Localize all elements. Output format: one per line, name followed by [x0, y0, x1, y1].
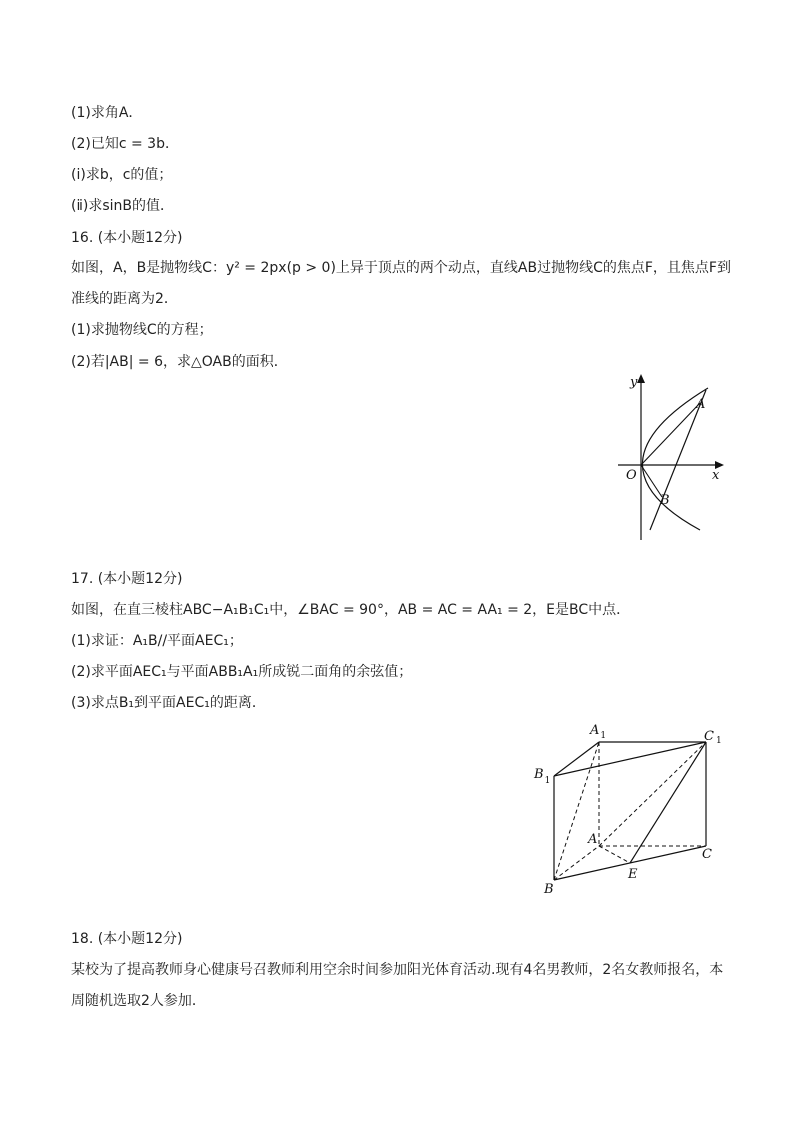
p17-part1: (1)求证：A₁B//平面AEC₁； [71, 633, 243, 649]
label-x: x [712, 468, 720, 483]
p15-part2-i: (ⅰ)求b，c的值； [71, 167, 173, 183]
p16-stem-line1: 如图，A，B是抛物线C：y² = 2px(p > 0)上异于顶点的两个动点，直线AB过抛物线C的焦点F，且焦点F到 [71, 260, 731, 276]
p15-part2: (2)已知c = 3b． [71, 136, 179, 152]
p16-part2: (2)若|AB| = 6，求△OAB的面积． [71, 354, 288, 370]
p18-stem-line2: 周随机选取2人参加． [71, 993, 206, 1009]
p17-stem: 如图，在直三棱柱ABC−A₁B₁C₁中，∠BAC = 90°，AB = AC = AA₁ = 2，E是BC中点． [71, 602, 631, 618]
label-b1: $B_1$ [534, 767, 551, 786]
label-c: C [702, 847, 712, 862]
p17-part3: (3)求点B₁到平面AEC₁的距离． [71, 695, 266, 711]
label-b: B [660, 493, 670, 508]
label-e: E [628, 867, 638, 882]
p17-part2: (2)求平面AEC₁与平面ABB₁A₁所成锐二面角的余弦值； [71, 664, 413, 680]
label-a: A [588, 832, 598, 847]
segment-oa [641, 403, 700, 465]
p16-stem-line2: 准线的距离为2． [71, 291, 178, 307]
y-axis-arrow [637, 374, 645, 383]
p15-part2-ii: (ⅱ)求sinB的值． [71, 198, 174, 214]
label-b: B [544, 882, 554, 897]
label-a1: $A_1$ [590, 723, 607, 741]
segment-ob [641, 465, 662, 497]
p18-header: 18. (本小题12分) [71, 931, 183, 947]
label-y: y [630, 375, 638, 390]
parabola-figure [610, 370, 730, 542]
p16-header: 16. (本小题12分) [71, 230, 183, 246]
label-a: A [696, 397, 706, 412]
p15-part1: (1)求角A． [71, 105, 143, 121]
p18-stem-line1: 某校为了提高教师身心健康号召教师利用空余时间参加阳光体育活动.现有4名男教师，2名女教师报名，本 [71, 962, 724, 978]
p16-part1: (1)求抛物线C的方程； [71, 322, 213, 338]
p17-header: 17. (本小题12分) [71, 571, 183, 587]
label-o: O [626, 468, 637, 483]
prism-figure [528, 715, 728, 900]
label-c1: C $_1$ [704, 729, 722, 746]
